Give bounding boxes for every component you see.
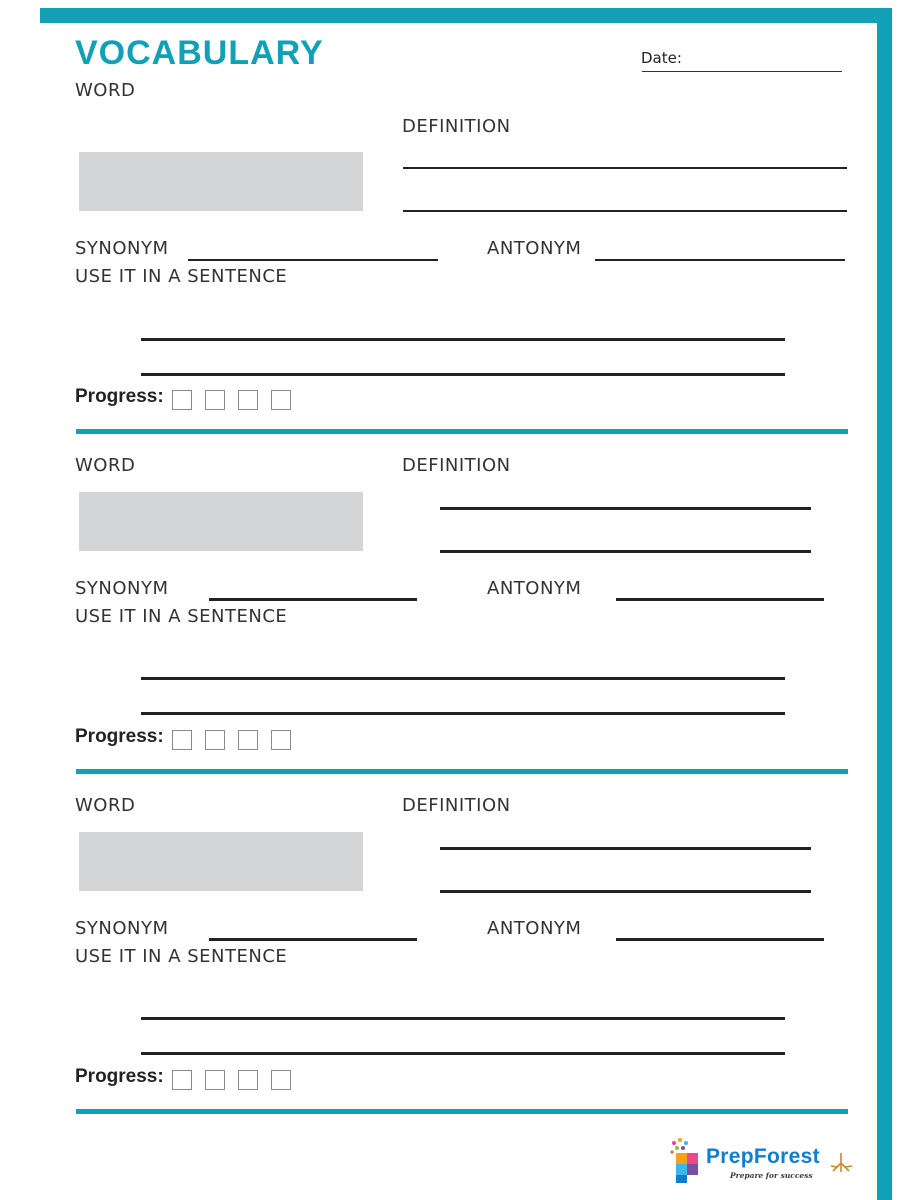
antonym-label: ANTONYM [487,238,582,259]
progress-checkbox[interactable] [205,390,225,410]
page-title: VOCABULARY [75,34,324,72]
sentence-label: USE IT IN A SENTENCE [75,606,288,627]
progress-checkbox[interactable] [271,1070,291,1090]
progress-label: Progress: [75,726,164,747]
definition-line[interactable] [403,210,847,212]
synonym-line[interactable] [209,598,417,601]
progress-checkbox[interactable] [172,730,192,750]
progress-checkbox[interactable] [238,1070,258,1090]
antonym-label: ANTONYM [487,578,582,599]
date-label: Date: [641,49,682,67]
sentence-line[interactable] [141,338,785,341]
vocab-entry-3 [0,795,900,1135]
definition-line[interactable] [440,507,811,510]
progress-checkbox[interactable] [238,390,258,410]
sentence-line[interactable] [141,373,785,376]
progress-checkbox[interactable] [205,730,225,750]
progress-label: Progress: [75,1066,164,1087]
progress-checkbox[interactable] [172,390,192,410]
progress-checkbox[interactable] [172,1070,192,1090]
synonym-label: SYNONYM [75,578,169,599]
word-label: WORD [75,455,136,476]
vocab-entry-2 [0,455,900,795]
synonym-line[interactable] [188,259,438,261]
word-box[interactable] [79,832,363,891]
date-input-line[interactable] [642,71,842,72]
definition-line[interactable] [440,550,811,553]
definition-line[interactable] [403,167,847,169]
antonym-line[interactable] [616,598,824,601]
word-label: WORD [75,80,136,101]
word-box[interactable] [79,492,363,551]
sentence-line[interactable] [141,1017,785,1020]
section-divider [76,429,848,434]
tree-roots-icon [828,1151,854,1173]
synonym-line[interactable] [209,938,417,941]
progress-checkbox[interactable] [205,1070,225,1090]
prepforest-logo [668,1137,858,1187]
word-box[interactable] [79,152,363,211]
progress-checkbox[interactable] [271,730,291,750]
synonym-label: SYNONYM [75,918,169,939]
section-divider [76,1109,848,1114]
progress-checkbox[interactable] [271,390,291,410]
definition-line[interactable] [440,847,811,850]
sentence-line[interactable] [141,1052,785,1055]
antonym-line[interactable] [595,259,845,261]
brand-tagline: Prepare for success [730,1171,813,1180]
progress-checkbox[interactable] [238,730,258,750]
definition-label: DEFINITION [402,455,511,476]
brand-name: PrepForest [706,1145,820,1168]
vocab-entry-1 [0,80,900,420]
word-label: WORD [75,795,136,816]
progress-label: Progress: [75,386,164,407]
section-divider [76,769,848,774]
sentence-label: USE IT IN A SENTENCE [75,266,288,287]
synonym-label: SYNONYM [75,238,169,259]
antonym-line[interactable] [616,938,824,941]
definition-line[interactable] [440,890,811,893]
sentence-line[interactable] [141,677,785,680]
definition-label: DEFINITION [402,116,511,137]
frame-top-border [40,8,892,23]
sentence-line[interactable] [141,712,785,715]
prepforest-mark-icon [668,1137,708,1185]
antonym-label: ANTONYM [487,918,582,939]
definition-label: DEFINITION [402,795,511,816]
sentence-label: USE IT IN A SENTENCE [75,946,288,967]
